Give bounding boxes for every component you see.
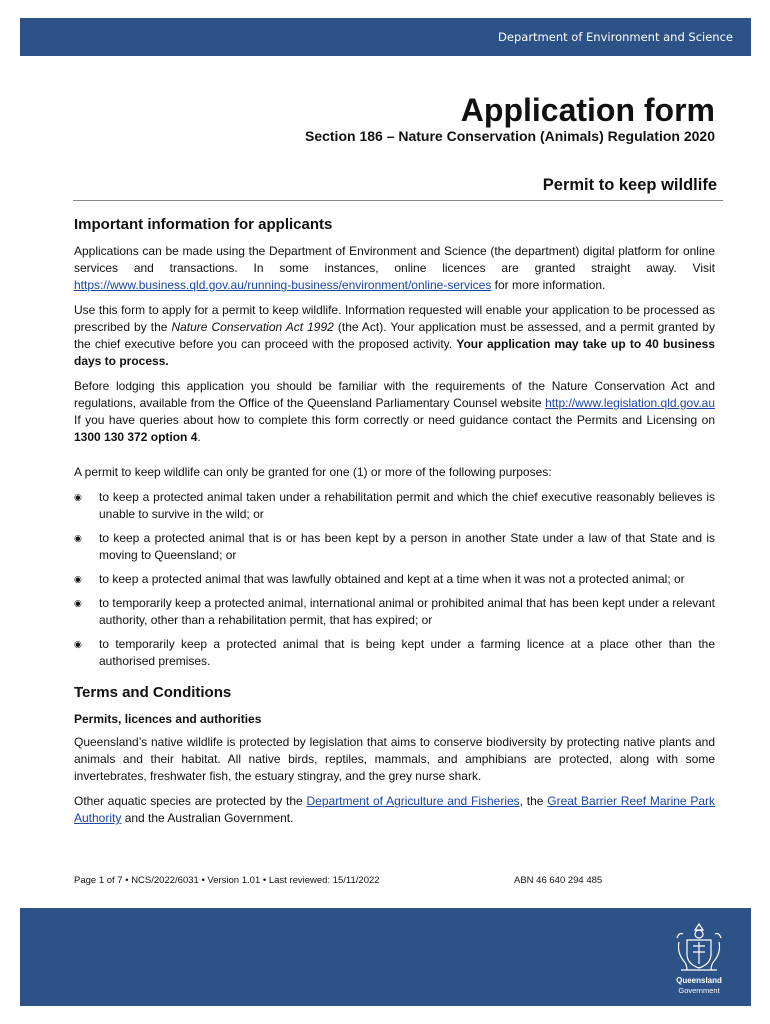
legislation-link[interactable]: http://www.legislation.qld.gov.au xyxy=(545,396,715,410)
list-item: ◉ to keep a protected animal that is or has been kept by a person in another State under a law of that State and is moving to Queensland; or xyxy=(74,531,715,562)
terms-subheading: Permits, licences and authorities xyxy=(74,712,262,726)
daf-link[interactable]: Department of Agriculture and Fisheries xyxy=(306,794,520,808)
coat-of-arms-icon xyxy=(671,918,727,976)
phone-number: 1300 130 372 option 4 xyxy=(74,430,198,444)
terms-paragraph-1: Queensland’s native wildlife is protected by legislation that aims to conserve biodiversity by protecting native plants and animals and their habitat. All native birds, reptiles, mammals, and amphibians are protected, along with some invertebrates, freshwater fish, the estuary stingray, and the grey nurse shark. xyxy=(74,735,715,783)
terms-heading: Terms and Conditions xyxy=(74,684,232,701)
main-content xyxy=(74,215,715,835)
important-paragraph-3: Before lodging this application you should be familiar with the requirements of the Nature Conservation Act and regulations, available from the Office of the Queensland Parliamentary Counsel website http://www.legislation.qld.gov.au If you have queries about how to complete this form correctly or need guidance contact the Permits and Licensing on 1300 130 372 option 4. xyxy=(74,379,715,444)
department-name: Department of Environment and Science xyxy=(498,30,733,44)
permit-title: Permit to keep wildlife xyxy=(542,176,717,194)
important-heading: Important information for applicants xyxy=(74,216,333,233)
page-title: Application form xyxy=(460,92,715,128)
list-item: ◉ to temporarily keep a protected animal that is being kept under a farming licence at a place other than the authorised premises. xyxy=(74,637,715,668)
processing-time: Your application may take up to 40 business days to process. xyxy=(74,337,715,368)
bullet-icon: ◉ xyxy=(74,492,82,502)
page-footer xyxy=(74,875,715,886)
purposes-list xyxy=(74,489,715,670)
logo-line-2: Government xyxy=(678,986,720,995)
header-bar xyxy=(20,18,751,56)
important-paragraph-2: Use this form to apply for a permit to keep wildlife. Information requested will enable your application to be processed as prescribed by the Nature Conservation Act 1992 (the Act). Your application must be assessed, and a permit granted by the chief executive before you can proceed with the proposed activity. Your application may take up to 40 business days to process. xyxy=(74,303,715,368)
act-name: Nature Conservation Act 1992 xyxy=(171,320,334,334)
divider xyxy=(73,200,723,201)
bullet-icon: ◉ xyxy=(74,639,82,649)
online-services-link[interactable]: https://www.business.qld.gov.au/running-business/environment/online-services xyxy=(74,278,492,292)
list-item: ◉ to temporarily keep a protected animal, international animal or prohibited animal that has been kept under a relevant authority, other than a rehabilitation permit, that has expired; or xyxy=(74,596,715,627)
gbrmpa-link[interactable]: Great Barrier Reef Marine Park Authority xyxy=(74,794,716,825)
purposes-intro: A permit to keep wildlife can only be granted for one (1) or more of the following purposes: xyxy=(74,465,552,479)
page-info: Page 1 of 7 • NCS/2022/6031 • Version 1.01 • Last reviewed: 15/11/2022 xyxy=(74,875,380,886)
abn: ABN 46 640 294 485 xyxy=(514,875,603,886)
queensland-government-logo xyxy=(671,918,727,996)
footer-bar xyxy=(20,908,751,1006)
list-item: ◉ to keep a protected animal taken under a rehabilitation permit and which the chief executive reasonably believes is unable to survive in the wild; or xyxy=(74,490,715,521)
bullet-icon: ◉ xyxy=(74,598,82,608)
bullet-icon: ◉ xyxy=(74,533,82,543)
page-subtitle: Section 186 – Nature Conservation (Animals) Regulation 2020 xyxy=(304,128,715,144)
bullet-icon: ◉ xyxy=(74,574,82,584)
terms-paragraph-2: Other aquatic species are protected by the Department of Agriculture and Fisheries, the Great Barrier Reef Marine Park Authority and the Australian Government. xyxy=(74,794,716,825)
important-paragraph-1: Applications can be made using the Department of Environment and Science (the department) digital platform for online services and transactions. In some instances, online licences are granted straight away. Visit https://www.business.qld.gov.au/running-business/environment/online-services for more information. xyxy=(74,244,715,292)
logo-line-1: Queensland xyxy=(676,976,722,985)
list-item: ◉ to keep a protected animal that was lawfully obtained and kept at a time when it was not a protected animal; or xyxy=(74,572,685,586)
